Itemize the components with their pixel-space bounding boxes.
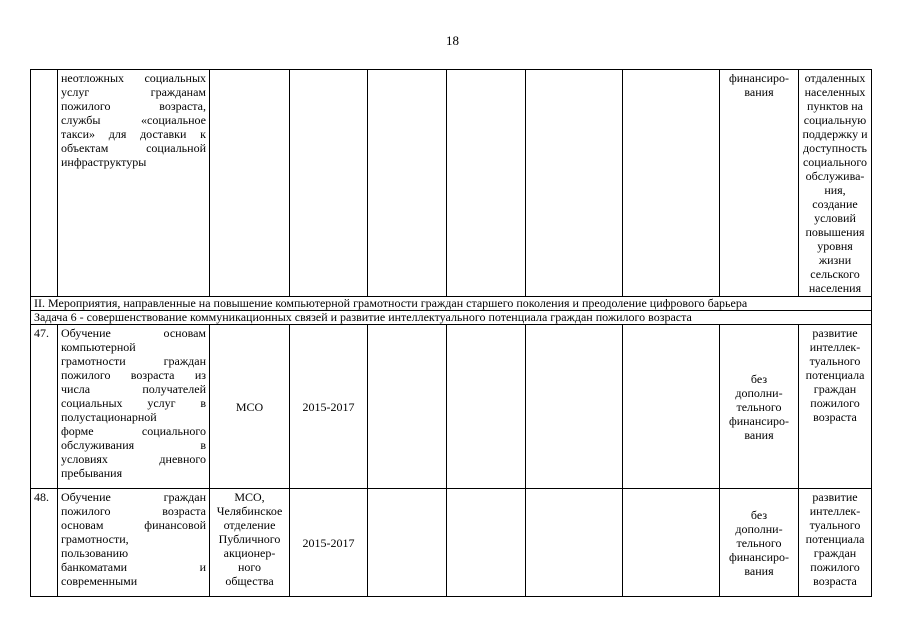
- description-line: Обучение основам: [61, 326, 206, 340]
- description-line: такси» для доставки к: [61, 127, 206, 141]
- description-line: полустационарной: [61, 410, 157, 424]
- cell-executor: [210, 70, 290, 297]
- cell-financing: без дополни- тельного финансиро- вания: [720, 489, 799, 597]
- cell-empty: [368, 489, 447, 597]
- description-line: инфраструктуры: [61, 155, 147, 169]
- description-line: социальных услуг в: [61, 396, 206, 410]
- description-line: службы «социальное: [61, 113, 206, 127]
- description-line: основам финансовой: [61, 518, 206, 532]
- task-row: [31, 311, 872, 325]
- description-line: числа получателей: [61, 382, 206, 396]
- cell-executor: МСО, Челябинское отделение Публичного акционер- ного общества: [210, 489, 290, 597]
- section-row: [31, 297, 872, 311]
- description-line: пожилого возраста из: [61, 368, 206, 382]
- cell-num: 48.: [31, 489, 58, 597]
- cell-period: 2015-2017: [290, 325, 368, 489]
- page-number: 18: [446, 33, 459, 48]
- cell-empty: [623, 489, 720, 597]
- description-line: пребывания: [61, 466, 123, 480]
- cell-empty: [368, 325, 447, 489]
- section-title: II. Мероприятия, направленные на повышение компьютерной грамотности граждан старшего поколения и преодоление цифрового барьера: [31, 297, 872, 311]
- cell-description: [58, 489, 210, 597]
- description-line: грамотности граждан: [61, 354, 206, 368]
- description-line: неотложных социальных: [61, 71, 206, 85]
- task-title: Задача 6 - совершенствование коммуникационных связей и развитие интеллектуального потенциала граждан пожилого возраста: [31, 311, 872, 325]
- description-line: объектам социальной: [61, 141, 206, 155]
- cell-result: развитие интеллек- туального потенциала граждан пожилого возраста: [799, 489, 872, 597]
- description-line: форме социального: [61, 424, 206, 438]
- description-line: банкоматами и: [61, 560, 206, 574]
- cell-financing: финансиро- вания: [720, 70, 799, 297]
- cell-empty: [623, 325, 720, 489]
- cell-empty: [447, 325, 526, 489]
- cell-empty: [623, 70, 720, 297]
- description-line: компьютерной: [61, 340, 136, 354]
- cell-empty: [368, 70, 447, 297]
- description-line: обслуживания в: [61, 438, 206, 452]
- description-line: условиях дневного: [61, 452, 206, 466]
- cell-num: 47.: [31, 325, 58, 489]
- cell-empty: [526, 489, 623, 597]
- description-line: современными: [61, 574, 138, 588]
- cell-financing: без дополни- тельного финансиро- вания: [720, 325, 799, 489]
- cell-description: [58, 325, 210, 489]
- cell-result: отдаленных населенных пунктов на социальную поддержку и доступность социального обслужива- ния, создание условий повышения уровня жизни сельского населения: [799, 70, 872, 297]
- description-line: Обучение граждан: [61, 490, 206, 504]
- cell-result: развитие интеллек- туального потенциала граждан пожилого возраста: [799, 325, 872, 489]
- table-row-continued: [31, 70, 872, 297]
- cell-period: 2015-2017: [290, 489, 368, 597]
- description-line: пользованию: [61, 546, 129, 560]
- measures-table: [30, 69, 872, 597]
- description-line: пожилого возраста,: [61, 99, 206, 113]
- table-row: [31, 489, 872, 597]
- table-row: [31, 325, 872, 489]
- cell-empty: [447, 489, 526, 597]
- cell-num: [31, 70, 58, 297]
- cell-empty: [526, 325, 623, 489]
- description-line: услуг гражданам: [61, 85, 206, 99]
- cell-empty: [526, 70, 623, 297]
- cell-executor: МСО: [210, 325, 290, 489]
- description-line: пожилого возраста: [61, 504, 206, 518]
- description-line: грамотности,: [61, 532, 129, 546]
- cell-description: [58, 70, 210, 297]
- cell-period: [290, 70, 368, 297]
- cell-empty: [447, 70, 526, 297]
